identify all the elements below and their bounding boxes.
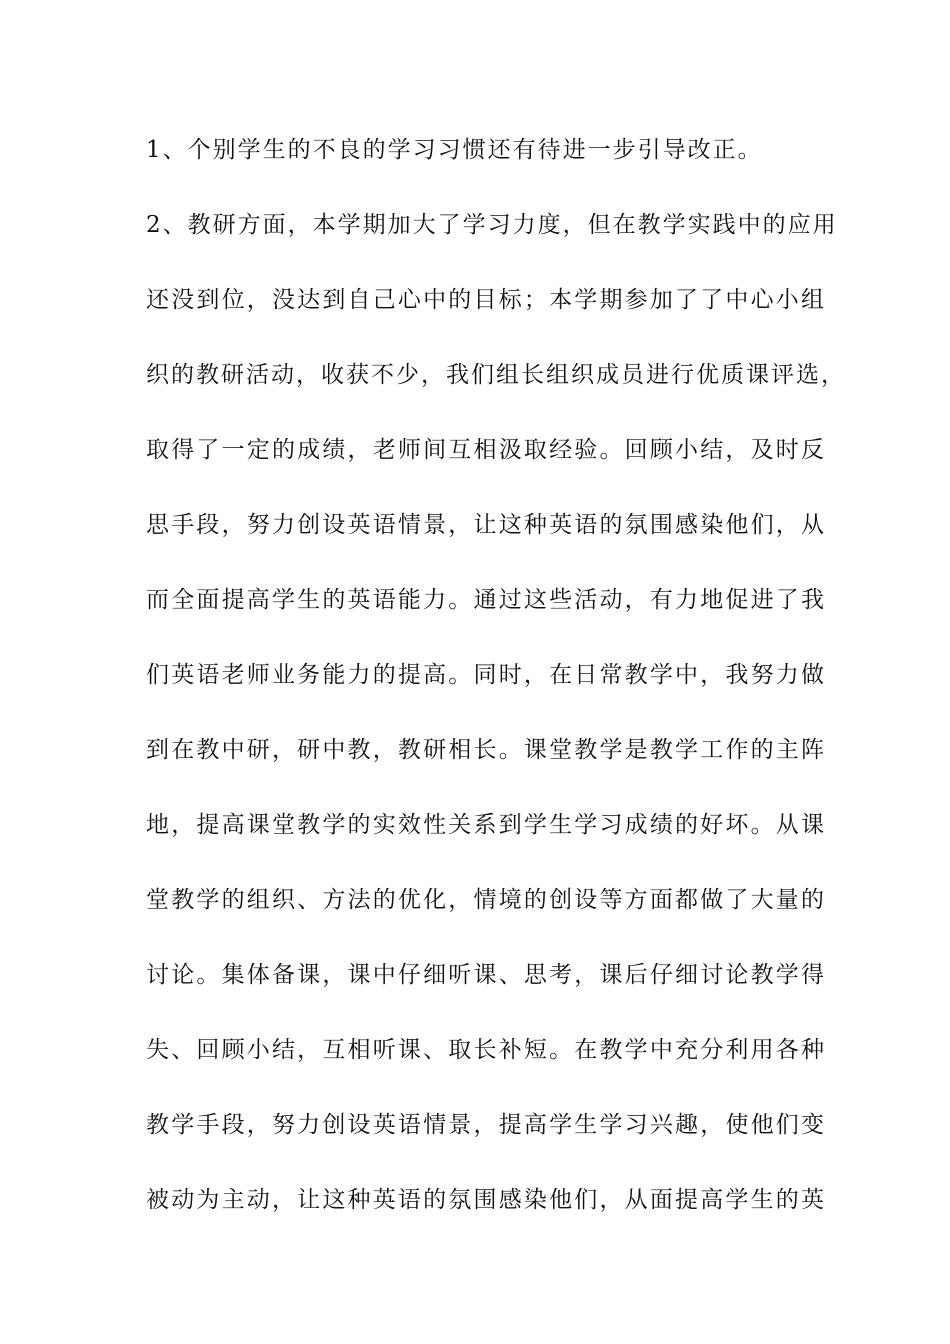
text-line-7: 而全面提高学生的英语能力。通过这些活动，有力地促进了我 <box>146 587 826 613</box>
text-line-12: 讨论。集体备课，课中仔细听课、思考，课后仔细讨论教学得 <box>146 962 826 988</box>
text-line-6: 思手段，努力创设英语情景，让这种英语的氛围感染他们，从 <box>146 512 826 538</box>
text-line-15: 被动为主动，让这种英语的氛围感染他们，从面提高学生的英 <box>146 1187 826 1213</box>
text-line-5: 取得了一定的成绩，老师间互相汲取经验。回顾小结，及时反 <box>146 437 826 463</box>
text-line-9: 到在教中研，研中教，教研相长。课堂教学是教学工作的主阵 <box>146 737 826 763</box>
text-line-10: 地，提高课堂教学的实效性关系到学生学习成绩的好坏。从课 <box>146 812 826 838</box>
text-line-13: 失、回顾小结，互相听课、取长补短。在教学中充分利用各种 <box>146 1037 826 1063</box>
text-line-4: 织的教研活动，收获不少，我们组长组织成员进行优质课评选， <box>146 362 846 388</box>
text-line-1: 1、个别学生的不良的学习习惯还有待进一步引导改正。 <box>146 137 763 163</box>
text-line-11: 堂教学的组织、方法的优化，情境的创设等方面都做了大量的 <box>146 887 826 913</box>
text-line-8: 们英语老师业务能力的提高。同时，在日常教学中，我努力做 <box>146 662 826 688</box>
text-line-3: 还没到位，没达到自己心中的目标；本学期参加了了中心小组 <box>146 287 826 313</box>
text-line-2: 2、教研方面，本学期加大了学习力度，但在教学实践中的应用 <box>146 212 838 238</box>
text-line-14: 教学手段，努力创设英语情景，提高学生学习兴趣，使他们变 <box>146 1112 826 1138</box>
